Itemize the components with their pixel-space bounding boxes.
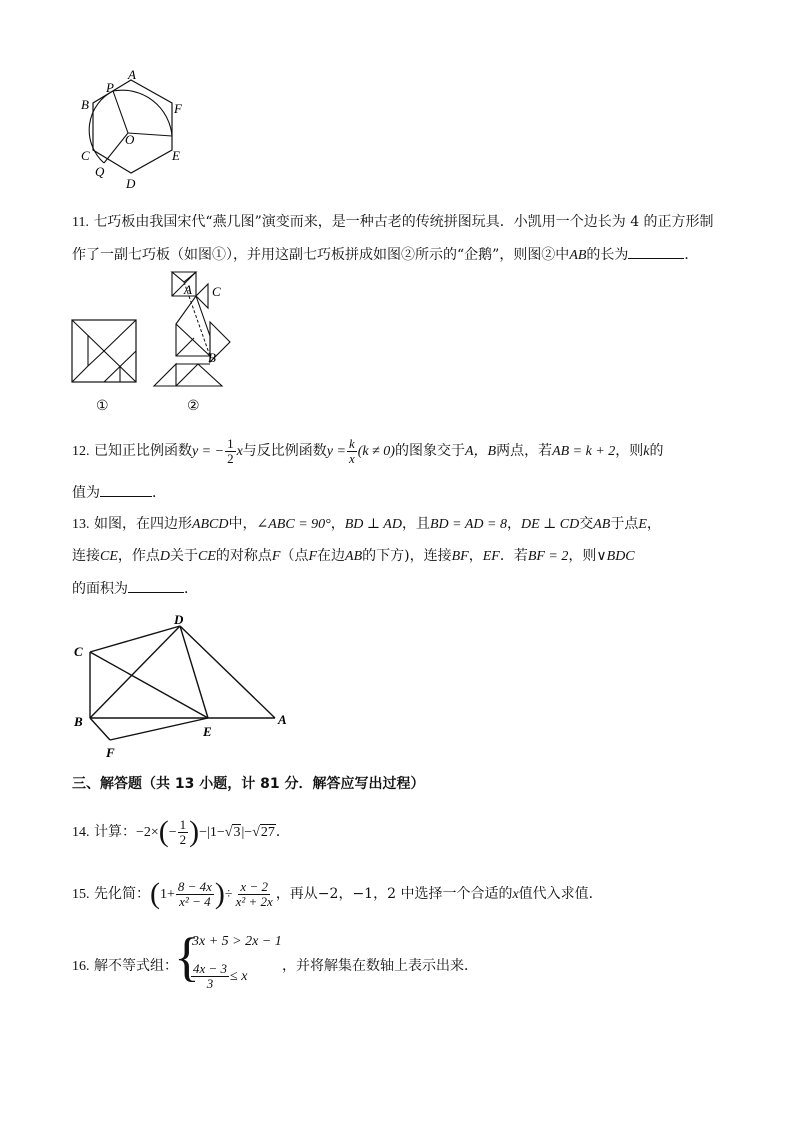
q15-div: ÷ — [224, 887, 233, 902]
section3-heading: 三、解答题（共 13 小题，计 81 分．解答应写出过程） — [72, 776, 425, 792]
q13-t1a: 如图，在四边形 — [93, 516, 192, 532]
q15-frac2-den: x² + 2x — [235, 893, 273, 909]
q13-answer-blank[interactable] — [128, 578, 184, 593]
q11-ab: AB — [569, 248, 587, 263]
q12-frac-half — [225, 437, 236, 466]
q13-tri: ∨BDC — [596, 549, 635, 564]
q13-d: D — [159, 549, 171, 564]
q14-frac-num: 1 — [179, 816, 187, 832]
q12-text-c: 的图象交于 — [394, 443, 465, 459]
q15-lparen: ( — [149, 877, 160, 910]
fig13-label-b: B — [74, 714, 83, 729]
q16-label: 解不等式组： — [93, 958, 178, 974]
fig13-label-d: D — [174, 612, 184, 627]
label-o: O — [125, 132, 135, 147]
q14-abs-a: 1− — [209, 825, 225, 840]
q12-text-f: 的 — [649, 443, 664, 459]
q14-p2: − — [199, 825, 208, 840]
q13-f: F — [271, 549, 281, 564]
q12-end: ． — [152, 485, 166, 501]
label-c: C — [81, 148, 90, 163]
fig13-label-e: E — [203, 724, 212, 739]
q11-text1: 七巧板由我国宋代“燕几图”演变而来，是一种古老的传统拼图玩具．小凯用一个边长为 4 的正方形制 — [93, 214, 714, 230]
q13-c1: ， — [330, 516, 345, 532]
q12-x: x — [236, 444, 243, 459]
q12-number: 12. — [72, 444, 90, 459]
q14-abs-open: | — [207, 825, 210, 840]
q13-t1b: 中， — [228, 516, 257, 532]
label-a: A — [128, 68, 136, 82]
quadrilateral-figure — [70, 610, 296, 760]
q12-cond: (k ≠ 0) — [357, 444, 395, 459]
q14-rparen: ) — [189, 815, 200, 848]
segment-of — [128, 133, 172, 136]
q13-line2 — [72, 546, 635, 567]
q13-t2h: ．若 — [499, 548, 528, 564]
q12-answer-blank[interactable] — [100, 482, 152, 497]
arc-pf — [113, 90, 172, 136]
q13-t2c: 关于 — [170, 548, 199, 564]
q13-bf: BF — [451, 549, 469, 564]
q15-text2: 值代入求值． — [518, 886, 603, 902]
q15-frac1-den: x² − 4 — [179, 893, 211, 909]
q13-ab: AB — [593, 517, 611, 532]
fig2-label-c: C — [212, 284, 221, 299]
tangram-penguin-figure — [150, 268, 250, 390]
q16-ineq2 — [190, 956, 247, 997]
q13-t2a: 连接 — [72, 548, 100, 564]
q14-sqrt3-val: 3 — [233, 825, 241, 840]
q13-t1c: ，且 — [401, 516, 430, 532]
q13-line3 — [72, 578, 198, 599]
hexagon-figure — [76, 68, 196, 192]
q16-frac — [191, 962, 229, 991]
label-p: P — [106, 80, 114, 95]
q12-text-a: 已知正比例函数 — [93, 443, 192, 459]
q16-brace: { — [174, 927, 200, 987]
q15-frac1-num: 8 − 4x — [177, 878, 212, 894]
label-e: E — [172, 148, 180, 163]
q11-line1 — [72, 212, 714, 233]
fig1-caption: ① — [96, 398, 109, 414]
q16-ineq1: 3x + 5 > 2x − 1 — [192, 934, 282, 949]
fig13-label-a: A — [278, 712, 287, 727]
q12-eq: AB = k + 2 — [552, 444, 616, 459]
label-f: F — [174, 101, 182, 116]
q14-minus: − — [168, 825, 177, 840]
q14-frac-den: 2 — [179, 831, 187, 847]
q13-eq1: BD = AD = 8 — [429, 517, 507, 532]
q11-answer-blank[interactable] — [628, 244, 684, 259]
q12-line2 — [72, 482, 166, 503]
q13-f2: F — [308, 549, 318, 564]
q14-p3: − — [244, 825, 253, 840]
q13-ce: CE — [100, 549, 118, 564]
q15-one-plus: 1+ — [159, 887, 175, 902]
q13-t3: 的面积为 — [72, 581, 128, 597]
q12-k: k — [643, 444, 650, 459]
q15-frac1 — [176, 880, 214, 909]
q13-t2b: ，作点 — [117, 548, 160, 564]
q14-line — [72, 814, 290, 851]
fig2-caption: ② — [187, 398, 200, 414]
q16-frac-num: 4x − 3 — [193, 960, 228, 976]
label-d: D — [126, 176, 136, 191]
q16-ineq2-tail: ≤ x — [230, 969, 248, 984]
q13-end: ． — [184, 581, 198, 597]
q11-text2b: 的长为 — [586, 247, 629, 263]
q13-c2: ， — [506, 516, 521, 532]
q15-label: 先化简： — [93, 886, 150, 902]
q13-angle: ∠ABC = 90° — [256, 517, 331, 532]
q11-end: ． — [684, 247, 699, 263]
segment-op — [113, 91, 128, 133]
q16-text: ，并将解集在数轴上表示出来． — [282, 958, 478, 974]
q11-line2 — [72, 244, 698, 266]
q14-abs-close: | — [241, 825, 245, 840]
fig13-label-c: C — [74, 644, 83, 659]
q15-number: 15. — [72, 887, 90, 902]
q16-frac-den: 3 — [206, 975, 214, 991]
q16-label-line — [72, 956, 178, 977]
q13-t2e: （点 — [280, 548, 309, 564]
q13-abcd: ABCD — [191, 517, 229, 532]
q14-number: 14. — [72, 825, 90, 840]
q13-t1e: 于点 — [610, 516, 639, 532]
q13-line1 — [72, 514, 661, 535]
q13-e: E — [638, 517, 647, 532]
q13-c3: ， — [468, 548, 483, 564]
q12-line1 — [72, 434, 664, 469]
q13-ab2: AB — [345, 549, 363, 564]
q15-frac2 — [234, 880, 275, 909]
q12-yeq2: y = — [326, 444, 346, 459]
q13-perp1: BD ⊥ AD — [344, 517, 402, 532]
q12-text-b: 与反比例函数 — [242, 443, 327, 459]
q12-frac1-num: 1 — [227, 435, 234, 451]
q13-perp2: DE ⊥ CD — [520, 517, 580, 532]
q12-line2-text: 值为 — [72, 485, 100, 501]
q14-sqrt27-val: 27 — [260, 825, 275, 840]
q14-p1: −2× — [135, 825, 159, 840]
q15-line — [72, 874, 603, 915]
fig13-label-f: F — [106, 745, 115, 760]
q15-rparen: ) — [214, 877, 225, 910]
q12-frac-kx — [347, 437, 357, 466]
q13-t2f: 在边 — [317, 548, 346, 564]
q13-t2g: 的下方)，连接 — [362, 548, 452, 564]
q12-frac1-den: 2 — [227, 450, 234, 466]
q14-lparen: ( — [158, 815, 169, 848]
q13-t1end: ， — [646, 516, 661, 532]
q14-end: ． — [275, 824, 290, 840]
q12-pts: A，B — [464, 444, 497, 459]
q12-frac2-num: k — [348, 435, 355, 451]
q13-t1d: 交 — [579, 516, 594, 532]
q13-ef: EF — [482, 549, 500, 564]
q11-text2a: 作了一副七巧板（如图①），并用这副七巧板拼成如图②所示的“企鹅”，则图②中 — [72, 247, 570, 263]
q13-t2d: 的对称点 — [215, 548, 272, 564]
hexagon-outline — [93, 80, 172, 173]
q12-yeq: y = − — [191, 444, 225, 459]
tangram-square-figure — [70, 318, 140, 386]
q12-text-d: 两点，若 — [496, 443, 553, 459]
q14-sqrt3: √3 — [224, 825, 241, 840]
q13-ce2: CE — [198, 549, 216, 564]
fig2-label-a: A — [184, 282, 192, 297]
q15-text: ，再从−2，−1，2 中选择一个合适的 — [275, 886, 513, 902]
q12-frac2-den: x — [348, 450, 355, 466]
q14-sqrt27: √27 — [252, 825, 275, 840]
q16-number: 16. — [72, 959, 90, 974]
q13-t2i: ，则 — [568, 548, 597, 564]
label-q: Q — [95, 164, 105, 179]
q13-number: 13. — [72, 517, 90, 532]
q15-frac2-num: x − 2 — [240, 878, 268, 894]
label-b: B — [81, 97, 89, 112]
q14-frac — [178, 818, 189, 847]
q11-number: 11. — [72, 215, 89, 230]
fig2-label-b: B — [208, 350, 216, 365]
q15-x: x — [512, 887, 519, 902]
q12-text-e: ，则 — [615, 443, 644, 459]
q13-eq2: BF = 2 — [527, 549, 569, 564]
q14-label: 计算： — [93, 824, 136, 840]
